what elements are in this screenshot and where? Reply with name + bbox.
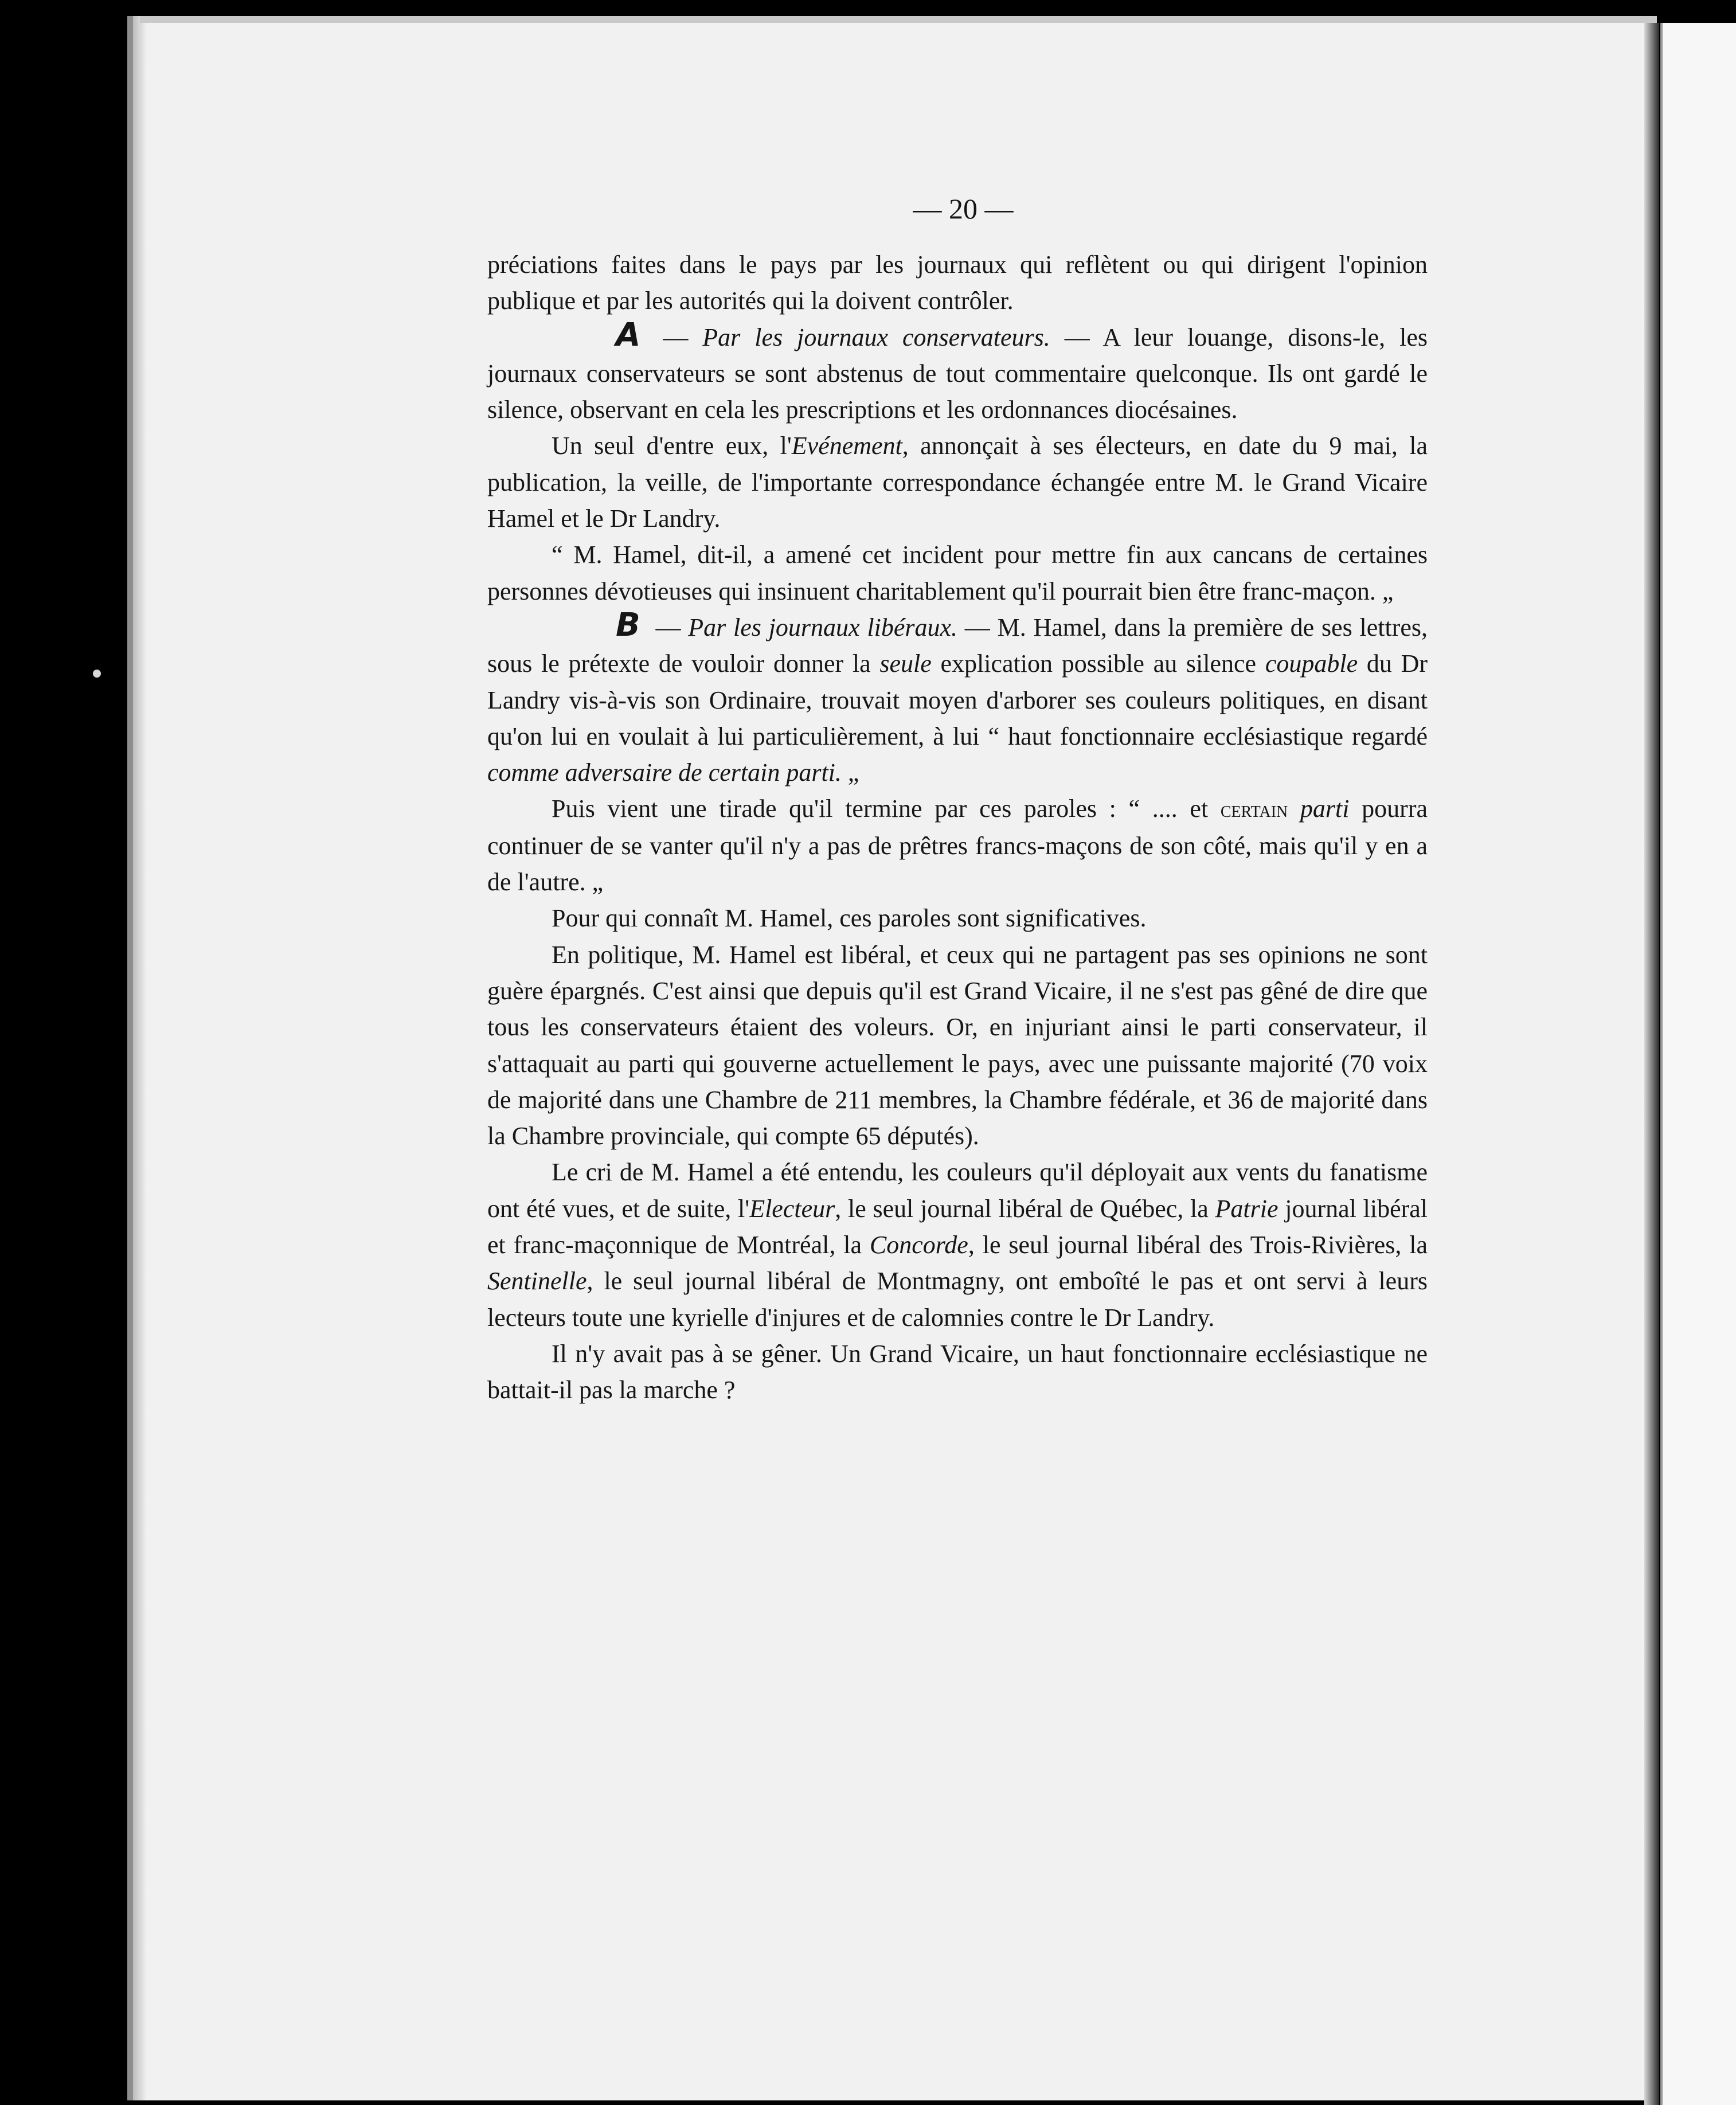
paragraph-text: , annonçait à ses électeurs, en date du 9 mai, la publication, la veille, de l'importante correspondance échangée entre M. le Grand Vicaire Hamel et le Dr Landry. [487, 432, 1428, 533]
newspaper-name: Patrie [1215, 1194, 1278, 1223]
paragraph-text: — M. Hamel, dans la première de ses lettres, sous le prétexte de vouloir donner la [487, 613, 1428, 678]
newspaper-name: Sentinelle [487, 1267, 587, 1296]
closing-quote: „ [841, 758, 859, 787]
body-text [487, 247, 1428, 1408]
section-letter-a: A [616, 316, 642, 354]
quotation-text: “ M. Hamel, dit-il, a amené cet incident pour mettre fin aux cancans de certaines personnes dévotieuses qui insinuent charitablement qu'il pourrait bien être franc-maçon. „ [487, 541, 1428, 605]
paragraph-text: Il n'y avait pas à se gêner. Un Grand Vicaire, un haut fonctionnaire ecclésiastique ne battait-il pas la marche ? [487, 1339, 1428, 1404]
paragraph-text: , le seul journal libéral de Québec, la [835, 1194, 1215, 1223]
gutter-shadow [1644, 23, 1659, 2105]
paragraph-journaux-liberaux [487, 1154, 1428, 1335]
paragraph-text: Le cri de M. Hamel a été entendu, les couleurs qu'il déployait aux vents du fanatisme ont été vues, et de suite, l' [487, 1158, 1428, 1223]
scan-speck [93, 670, 101, 678]
paragraph-text: Un seul d'entre eux, l' [552, 432, 792, 460]
section-letter-b: B [616, 606, 642, 644]
paragraph-text: Puis vient une tirade qu'il termine par ces paroles : “ .... et [552, 795, 1221, 823]
emphasis: comme adversaire de certain parti. [487, 758, 842, 787]
paragraph-text: explication possible au silence [931, 650, 1265, 678]
paragraph-text: préciations faites dans le pays par les journaux qui reflètent ou qui dirigent l'opinion publique et par les autorités qui la doivent contrôler. [487, 251, 1428, 315]
paragraph-text: , le seul journal libéral des Trois-Rivières, la [968, 1231, 1428, 1259]
newspaper-name: Concorde [869, 1231, 968, 1259]
newspaper-name: Evénement [791, 432, 902, 460]
dash: — [648, 323, 703, 351]
paragraph-text: pourra continuer de se vanter qu'il n'y a pas de prêtres francs-maçons de son côté, mais qu'il y en a de l'autre. „ [487, 795, 1428, 897]
quotation-paragraph [487, 537, 1428, 609]
small-caps-word: certain [1220, 796, 1288, 823]
section-a-heading: Par les journaux conservateurs. [702, 323, 1050, 351]
paragraph-evenement [487, 428, 1428, 537]
page-number: — 20 — [913, 193, 1014, 225]
tirade-paragraph [487, 791, 1428, 900]
facing-page-edge [1660, 23, 1736, 2105]
paragraph-text: journal libéral et franc-maçonnique de Montréal, la [487, 1194, 1428, 1259]
paragraph-text: , le seul journal libéral de Montmagny, ont emboîté le pas et ont servi à leurs lecteurs toute une kyrielle d'injures et de calomnies contre le Dr Landry. [487, 1267, 1428, 1332]
paragraph-marche [487, 1336, 1428, 1408]
paragraph-text: En politique, M. Hamel est libéral, et ceux qui ne partagent pas ses opinions ne sont guère épargnés. C'est ainsi que depuis qu'il est Grand Vicaire, il ne s'est pas gêné de dire que tous les conservateurs étaient des voleurs. Or, en injuriant ainsi le parti conservateur, il s'attaquait au parti qui gouverne actuellement le pays, avec une puissante majorité (70 voix de majorité dans une Chambre de 211 membres, la Chambre fédérale, et 36 de majorité dans la Chambre provinciale, qui compte 65 députés). [487, 940, 1428, 1151]
dash: — [648, 613, 689, 641]
paragraph-significatives [487, 900, 1428, 936]
paragraph-continuation [487, 247, 1428, 319]
section-b-paragraph [487, 606, 1428, 791]
paragraph-text: du Dr Landry vis-à-vis son Ordinaire, trouvait moyen d'arborer ses couleurs politiques, en disant qu'on lui en voulait à lui particulièrement, à lui “ haut fonctionnaire ecclésiastique regardé [487, 650, 1428, 750]
section-a-paragraph [487, 316, 1428, 428]
paragraph-politique [487, 937, 1428, 1155]
emphasis: parti [1300, 795, 1350, 823]
paragraph-text: — A leur louange, disons-le, les journaux conservateurs se sont abstenus de tout commentaire quelconque. Ils ont gardé le silence, observant en cela les prescriptions et les ordonnances diocésaines. [487, 323, 1428, 424]
section-b-heading: Par les journaux libéraux. [688, 613, 957, 641]
paragraph-text: Pour qui connaît M. Hamel, ces paroles sont significatives. [552, 904, 1147, 933]
emphasis: coupable [1265, 650, 1358, 678]
emphasis: seule [879, 650, 932, 678]
newspaper-name: Electeur [749, 1194, 835, 1223]
